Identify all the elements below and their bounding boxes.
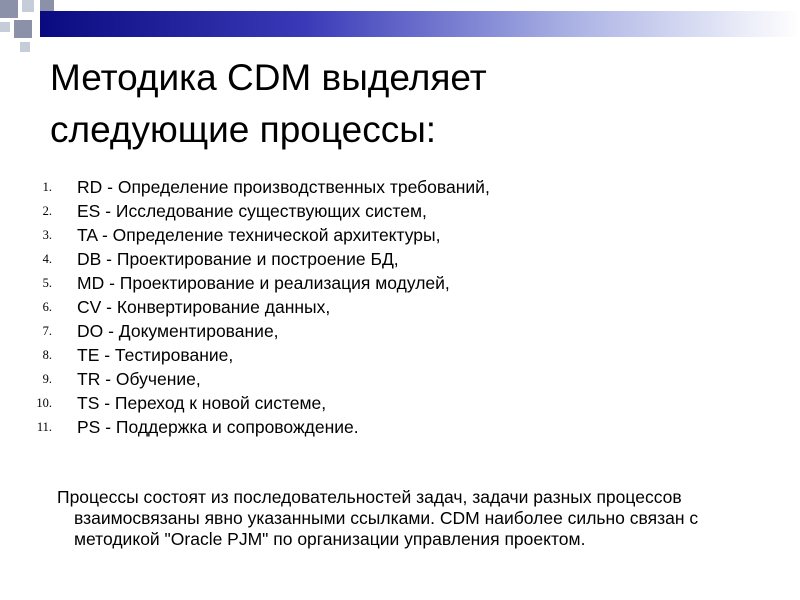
decor-square — [40, 0, 54, 11]
list-item-number: 6. — [42, 300, 52, 314]
list-item — [0, 247, 780, 271]
list-item — [0, 295, 780, 319]
list-item-text: TS - Переход к новой системе, — [77, 393, 327, 413]
list-item-number: 8. — [42, 348, 52, 362]
summary-paragraph: Процессы состоят из последовательностей задач, задачи разных процессов взаимосвязаны явно указанными ссылками. CDM наиболее сильно связан с методикой "Oracle PJM" по организации управления проектом. — [57, 487, 699, 549]
decor-square — [22, 0, 34, 12]
decor-square — [20, 42, 30, 52]
list-item-text: MD - Проектирование и реализация модулей, — [77, 273, 450, 293]
list-item — [0, 271, 780, 295]
list-item-text: DB - Проектирование и построение БД, — [77, 249, 399, 269]
list-item-number: 7. — [42, 324, 52, 338]
list-item-number: 11. — [36, 420, 52, 434]
list-item-number: 1. — [42, 180, 52, 194]
list-item-text: CV - Конвертирование данных, — [77, 297, 331, 317]
slide-title — [50, 52, 770, 156]
list-item-number: 2. — [42, 204, 52, 218]
list-item-number: 3. — [42, 228, 52, 242]
list-item — [0, 199, 780, 223]
header-gradient-bar — [40, 11, 800, 37]
process-list — [0, 175, 780, 439]
list-item-number: 5. — [42, 276, 52, 290]
list-item-text: DO - Документирование, — [77, 321, 279, 341]
list-item-text: RD - Определение производственных требований, — [77, 177, 490, 197]
list-item — [0, 343, 780, 367]
list-item-text: TA - Определение технической архитектуры, — [77, 225, 441, 245]
list-item-text: TE - Тестирование, — [77, 345, 234, 365]
list-item — [0, 319, 780, 343]
decor-square — [0, 22, 10, 32]
list-item — [0, 415, 780, 439]
list-item — [0, 223, 780, 247]
list-item-text: ES - Исследование существующих систем, — [77, 201, 427, 221]
list-item-text: PS - Поддержка и сопровождение. — [77, 417, 359, 437]
list-item-number: 10. — [36, 396, 52, 410]
list-item — [0, 391, 780, 415]
decor-square — [0, 0, 18, 18]
list-item — [0, 175, 780, 199]
list-item-number: 9. — [42, 372, 52, 386]
list-item — [0, 367, 780, 391]
title-line-1: Методика CDM выделяет — [50, 57, 487, 98]
header-decoration — [0, 0, 800, 60]
decor-square — [14, 20, 32, 38]
list-item-number: 4. — [42, 252, 52, 266]
list-item-text: TR - Обучение, — [77, 369, 201, 389]
title-line-2: следующие процессы: — [50, 109, 437, 150]
